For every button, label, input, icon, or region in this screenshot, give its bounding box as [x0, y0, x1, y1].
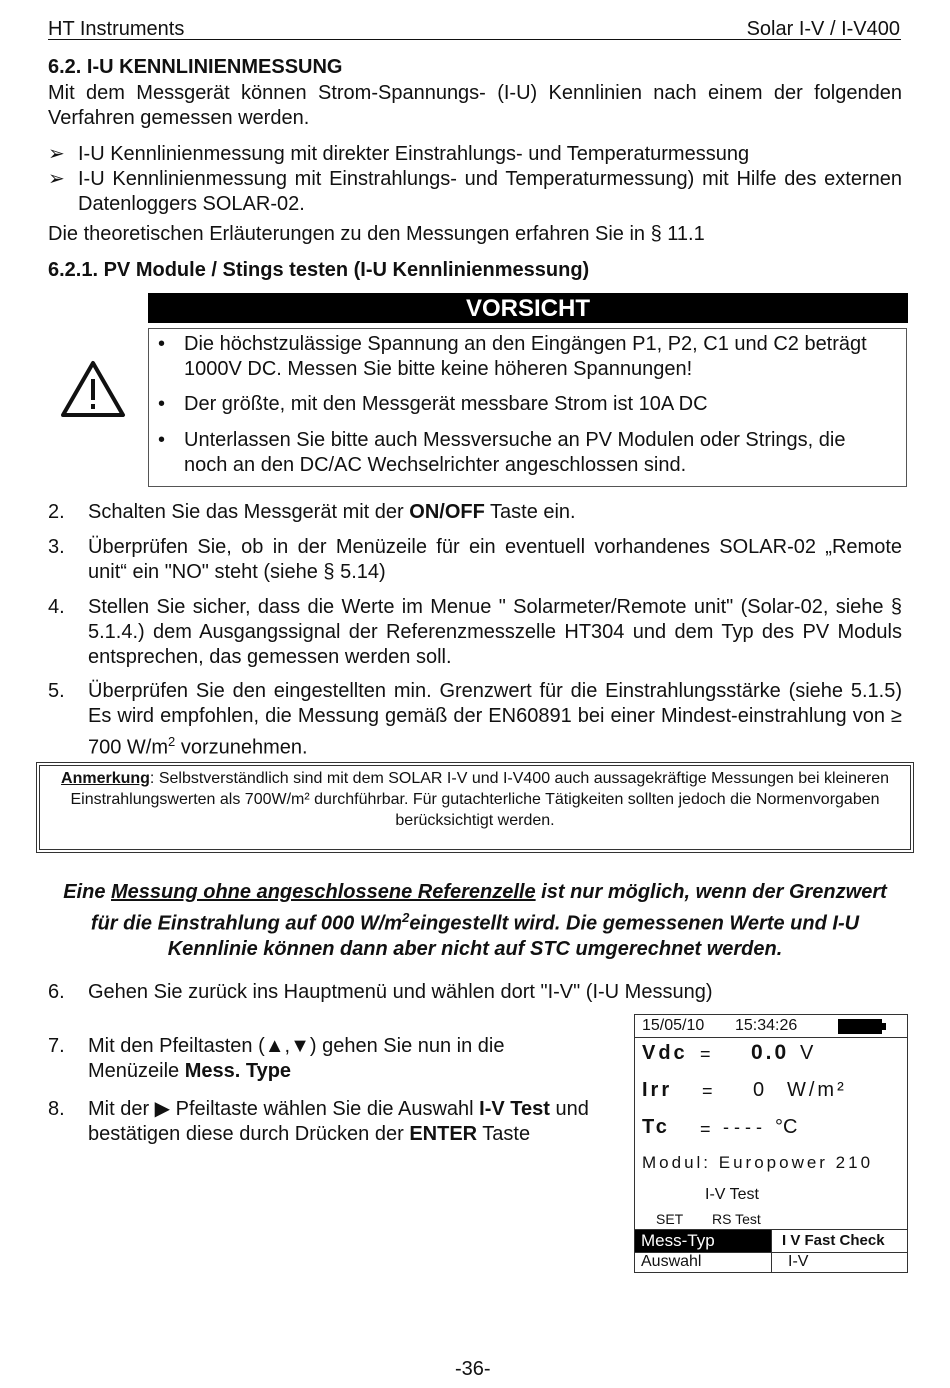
mess-typ-label: Mess-Typ [635, 1230, 771, 1252]
set-key: SET [656, 1211, 684, 1227]
page-number: -36- [455, 1358, 491, 1380]
step-key: Mess. Type [184, 1060, 292, 1082]
display-time: 15:34:26 [735, 1017, 798, 1034]
device-display [634, 1014, 908, 1273]
step-5 [48, 679, 902, 761]
step-text: und bestätigen diese durch Drücken der [88, 1098, 589, 1145]
note-label: Anmerkung [61, 770, 150, 787]
header-right: Solar I-V / I-V400 [746, 18, 900, 40]
auswahl-label: Auswahl [641, 1253, 702, 1270]
note-text: : Selbstverständlich sind mit dem SOLAR I-V und I-V400 auch aussagekräftige Messungen bei kleineren Einstrahlungswerten als 700W/m² durchführbar. Für gutachterliche Tätigkeiten sollten jedoch die Normenvorgaben berücksichtigt werden. [70, 770, 889, 829]
warning-item-text: Der größte, mit den Messgerät messbare Strom ist 10A DC [184, 393, 708, 415]
step-text: Taste [477, 1123, 531, 1145]
iv-test-option: I-V Test [705, 1186, 759, 1203]
step-text: Stellen Sie sicher, dass die Werte im Menue " Solarmeter/Remote unit" (Solar-02, siehe § 5.1.4.) dem Ausgangssignal der Referenzmesszelle HT304 und dem Typ des PV Moduls entsprechen, das gemessen werden soll. [88, 596, 902, 668]
step-number: 2. [48, 501, 65, 523]
step-text: Überprüfen Sie den eingestellten min. Grenzwert für die Einstrahlungsstärke (siehe 5.1.5) Es wird empfohlen, die Messung gemäß der EN60891 bei einer Mindest-einstrahlung von ≥ 700 W/m [88, 680, 902, 759]
tc-label: Tc [642, 1116, 670, 1138]
warning-item [158, 332, 878, 382]
emphasis-text: ist nur möglich, wenn der Grenzwert für die Einstrahlung auf 000 W/m [90, 881, 887, 935]
menu-row-mess-typ [635, 1229, 907, 1253]
step-7 [48, 1034, 548, 1084]
warning-triangle-icon [60, 360, 126, 424]
vdc-value: 0.0 [751, 1041, 790, 1064]
step-number: 5. [48, 680, 65, 702]
step-3 [48, 535, 902, 585]
emphasis-text: eingestellt wird. Die gemessenen Werte und I-U Kennlinie können dann aber nicht auf STC umgerechnet werden. [167, 912, 860, 960]
warning-item-text: Unterlassen Sie bitte auch Messversuche an PV Modulen oder Strings, die noch an den DC/AC Wechselrichter angeschlossen sind. [184, 429, 846, 476]
bullet-text: I-U Kennlinienmessung mit direkter Einstrahlungs- und Temperaturmessung [78, 143, 750, 165]
step-key: ENTER [409, 1123, 478, 1145]
step-text: Überprüfen Sie, ob in der Menüzeile für ein eventuell vorhandenes SOLAR-02 „Remote unit“ ein "NO" steht (siehe § 5.14) [88, 536, 902, 583]
warning-item [158, 392, 878, 417]
rs-test-key: RS Test [712, 1211, 761, 1227]
superscript: 2 [402, 910, 410, 925]
step-2 [48, 500, 902, 525]
step-key: ON/OFF [409, 501, 485, 523]
section-reference: Die theoretischen Erläuterungen zu den Messungen erfahren Sie in § 11.1 [48, 223, 705, 245]
irr-value: 0 [753, 1079, 765, 1101]
subsection-title: 6.2.1. PV Module / Stings testen (I-U Kennlinienmessung) [48, 259, 590, 281]
header-rule [48, 39, 901, 40]
step-number: 7. [48, 1035, 65, 1057]
irr-label: Irr [642, 1079, 673, 1101]
vdc-unit: V [800, 1042, 814, 1064]
emphasis-paragraph [48, 880, 902, 962]
step-6 [48, 980, 902, 1005]
menu-row-auswahl [635, 1252, 907, 1272]
mess-typ-value: I V Fast Check [771, 1230, 907, 1252]
battery-icon [838, 1019, 882, 1034]
bullet-item [48, 142, 902, 167]
step-text: Mit den Pfeiltasten (▲,▼) gehen Sie nun in die Menüzeile [88, 1035, 505, 1082]
step-key: I-V Test [479, 1098, 550, 1120]
display-status-bar [635, 1015, 907, 1038]
equals-sign: = [700, 1044, 711, 1064]
note [48, 768, 902, 831]
auswahl-value: I-V [771, 1252, 907, 1272]
vdc-label: Vdc [642, 1042, 688, 1064]
equals-sign: = [702, 1081, 713, 1101]
arrow-bullet-icon: ➢ [48, 168, 65, 190]
step-text: Schalten Sie das Messgerät mit der [88, 501, 410, 523]
display-date: 15/05/10 [642, 1017, 705, 1034]
warning-item-text: Die höchstzulässige Spannung an den Eingängen P1, P2, C1 und C2 beträgt 1000V DC. Messen Sie bitte keine höheren Spannungen! [184, 333, 867, 380]
step-4 [48, 595, 902, 670]
bullet-item [48, 167, 902, 217]
step-8 [48, 1097, 638, 1147]
step-number: 3. [48, 536, 65, 558]
section-intro: Mit dem Messgerät können Strom-Spannungs- (I-U) Kennlinien nach einem der folgenden Verfahren gemessen werden. [48, 82, 902, 129]
step-text: Gehen Sie zurück ins Hauptmenü und wählen dort "I-V" (I-U Messung) [88, 981, 713, 1003]
emphasis-underlined: Messung ohne angeschlossene Referenzelle [111, 881, 536, 903]
superscript: 2 [168, 734, 176, 749]
step-number: 4. [48, 596, 65, 618]
bullet-dot-icon: • [158, 393, 166, 415]
arrow-bullet-icon: ➢ [48, 143, 65, 165]
warning-title: VORSICHT [148, 293, 908, 323]
section-title: 6.2. I-U KENNLINIENMESSUNG [48, 56, 343, 78]
header-left: HT Instruments [48, 18, 185, 40]
step-text: Mit der ▶ Pfeiltaste wählen Sie die Auswahl [88, 1098, 480, 1120]
warning-item [158, 428, 878, 478]
emphasis-text: Eine [63, 881, 112, 903]
step-text: vorzunehmen. [175, 736, 308, 759]
equals-sign: = [700, 1119, 711, 1139]
irr-unit: W/m² [787, 1079, 847, 1101]
step-number: 8. [48, 1098, 65, 1120]
step-number: 6. [48, 981, 65, 1003]
step-text: Taste ein. [484, 501, 576, 523]
tc-unit: °C [775, 1116, 798, 1138]
module-name: Modul: Europower 210 [642, 1153, 874, 1172]
tc-value: - - - - [723, 1117, 762, 1137]
bullet-dot-icon: • [158, 429, 166, 451]
bullet-dot-icon: • [158, 333, 166, 355]
bullet-text: I-U Kennlinienmessung mit Einstrahlungs- und Temperaturmessung) mit Hilfe des externen Datenloggers SOLAR-02. [78, 168, 902, 215]
